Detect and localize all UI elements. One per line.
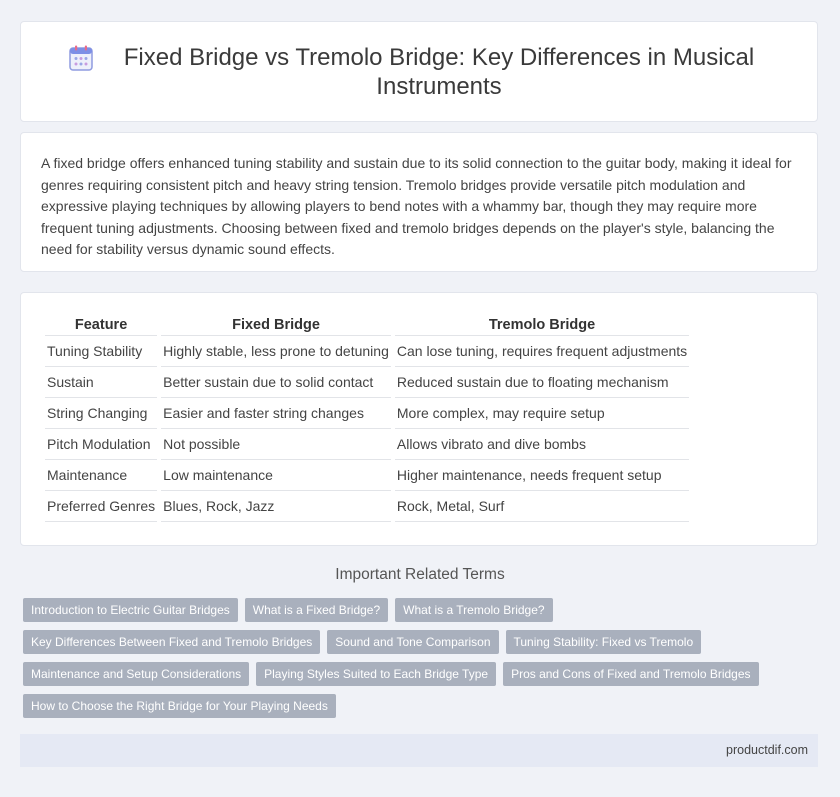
- table-row: [45, 429, 689, 460]
- related-terms-heading: Important Related Terms: [335, 566, 505, 583]
- summary-card: [20, 132, 818, 272]
- feature-cell: Pitch Modulation: [45, 429, 157, 460]
- column-header-feature: Feature: [45, 313, 157, 336]
- fixed-bridge-cell: Blues, Rock, Jazz: [161, 491, 391, 522]
- tremolo-bridge-cell: Higher maintenance, needs frequent setup: [395, 460, 689, 491]
- fixed-bridge-cell: Highly stable, less prone to detuning: [161, 336, 391, 367]
- column-header-tremolo-bridge: Tremolo Bridge: [395, 313, 689, 336]
- tremolo-bridge-cell: Reduced sustain due to floating mechanism: [395, 367, 689, 398]
- table-row: [45, 336, 689, 367]
- related-term-tag[interactable]: How to Choose the Right Bridge for Your Playing Needs: [23, 694, 336, 718]
- fixed-bridge-cell: Better sustain due to solid contact: [161, 367, 391, 398]
- title-wrap: [69, 43, 769, 101]
- tremolo-bridge-cell: Can lose tuning, requires frequent adjustments: [395, 336, 689, 367]
- feature-cell: Tuning Stability: [45, 336, 157, 367]
- table-header-row: [45, 313, 689, 336]
- related-term-tag[interactable]: What is a Tremolo Bridge?: [395, 598, 552, 622]
- related-term-tag[interactable]: Pros and Cons of Fixed and Tremolo Bridges: [503, 662, 758, 686]
- table-row: [45, 491, 689, 522]
- summary-text: A fixed bridge offers enhanced tuning stability and sustain due to its solid connection to the guitar body, making it ideal for genres requiring consistent pitch and heavy string tension. Tremolo bridges provide versatile pitch modulation and expressive playing techniques by allowing players to bend notes with a whammy bar, though they may require more frequent tuning adjustments. Choosing between fixed and tremolo bridges depends on the player's style, balancing the need for stability versus dynamic sound effects.: [41, 155, 792, 257]
- fixed-bridge-cell: Not possible: [161, 429, 391, 460]
- tremolo-bridge-cell: Rock, Metal, Surf: [395, 491, 689, 522]
- table-row: [45, 460, 689, 491]
- fixed-bridge-cell: Low maintenance: [161, 460, 391, 491]
- related-term-tag[interactable]: Introduction to Electric Guitar Bridges: [23, 598, 238, 622]
- header-card: [20, 21, 818, 122]
- related-terms-list: [23, 598, 813, 718]
- feature-cell: Sustain: [45, 367, 157, 398]
- column-header-fixed-bridge: Fixed Bridge: [161, 313, 391, 336]
- feature-cell: String Changing: [45, 398, 157, 429]
- feature-cell: Maintenance: [45, 460, 157, 491]
- page-title: Fixed Bridge vs Tremolo Bridge: Key Differences in Musical Instruments: [123, 43, 755, 100]
- related-term-tag[interactable]: Tuning Stability: Fixed vs Tremolo: [506, 630, 702, 654]
- tremolo-bridge-cell: Allows vibrato and dive bombs: [395, 429, 689, 460]
- tremolo-bridge-cell: More complex, may require setup: [395, 398, 689, 429]
- related-term-tag[interactable]: Sound and Tone Comparison: [327, 630, 498, 654]
- related-term-tag[interactable]: What is a Fixed Bridge?: [245, 598, 388, 622]
- table-row: [45, 367, 689, 398]
- table-row: [45, 398, 689, 429]
- footer-site-name: productdif.com: [726, 743, 808, 757]
- related-term-tag[interactable]: Playing Styles Suited to Each Bridge Type: [256, 662, 496, 686]
- related-term-tag[interactable]: Key Differences Between Fixed and Tremolo Bridges: [23, 630, 320, 654]
- comparison-table: [41, 313, 693, 522]
- footer: [20, 734, 818, 767]
- comparison-table-card: [20, 292, 818, 546]
- related-term-tag[interactable]: Maintenance and Setup Considerations: [23, 662, 249, 686]
- calendar-icon: [69, 45, 93, 71]
- fixed-bridge-cell: Easier and faster string changes: [161, 398, 391, 429]
- feature-cell: Preferred Genres: [45, 491, 157, 522]
